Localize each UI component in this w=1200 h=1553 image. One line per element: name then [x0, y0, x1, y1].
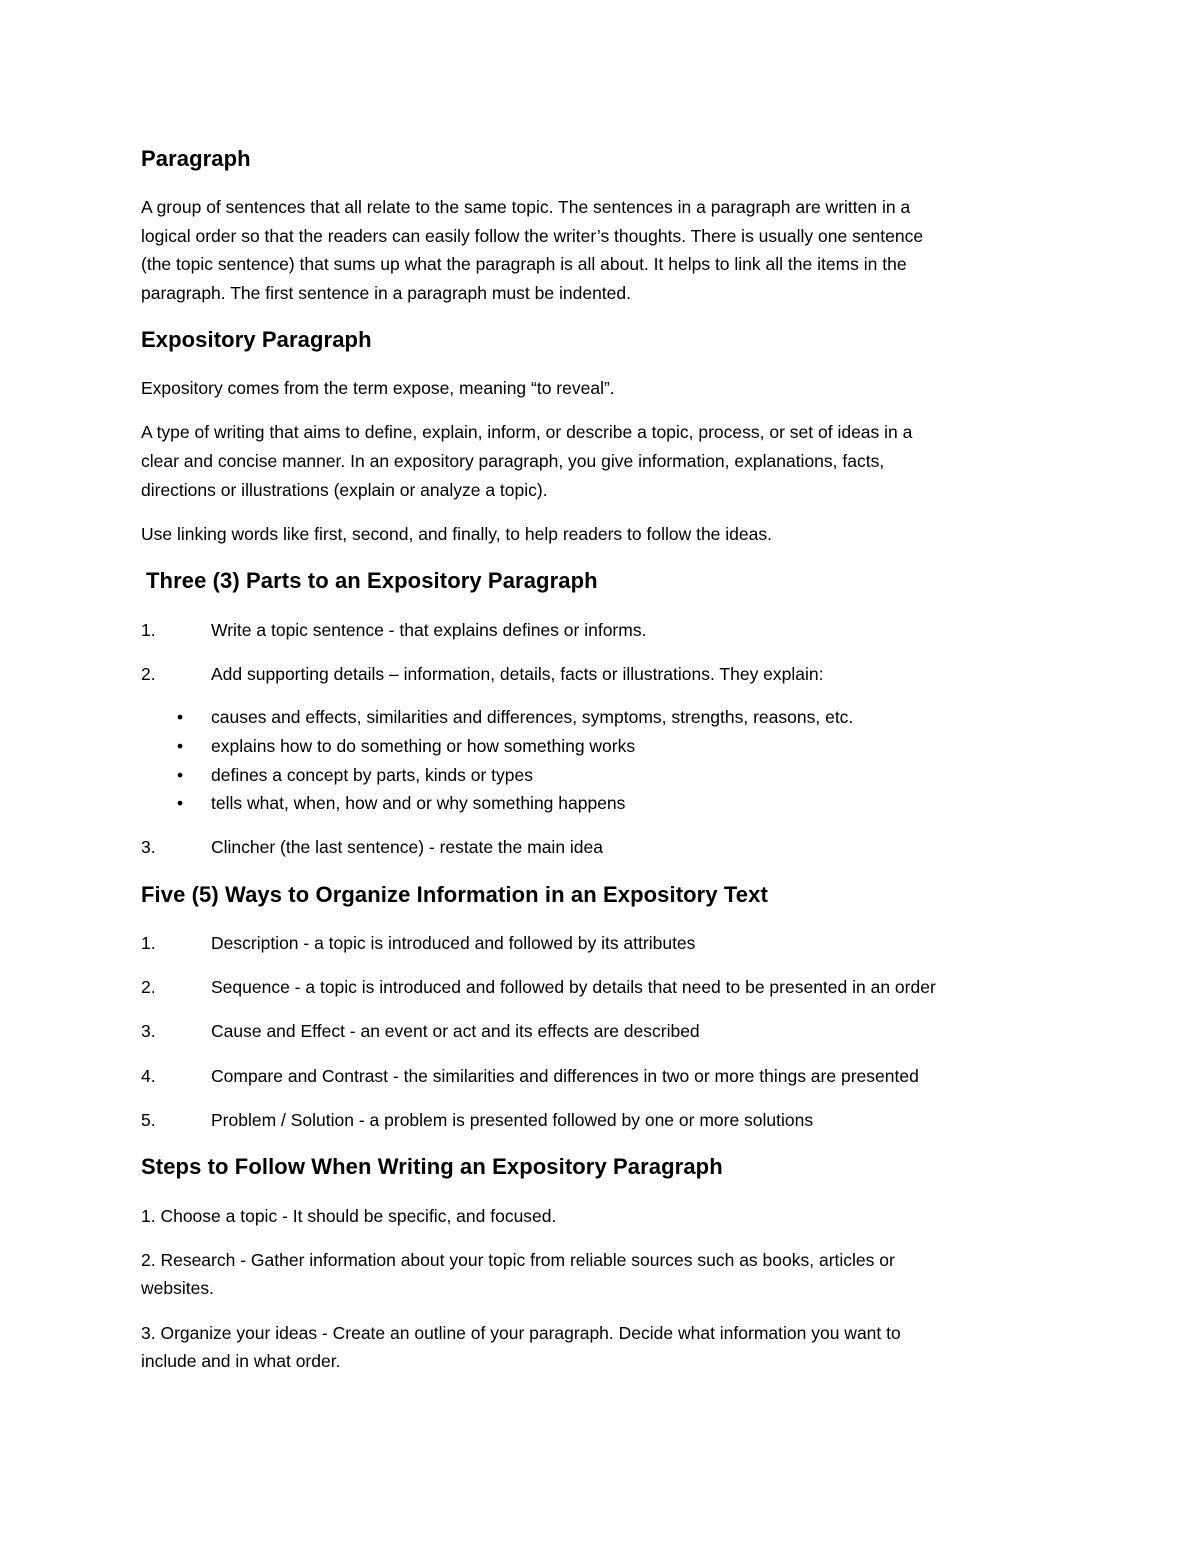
paragraph-text-line: logical order so that the readers can easily follow the writer’s thoughts. There is usually one sentence [141, 226, 924, 246]
heading-paragraph: Paragraph [141, 146, 251, 171]
list-item-text: Write a topic sentence - that explains defines or informs. [211, 620, 647, 640]
expository-text-line: clear and concise manner. In an expository paragraph, you give information, explanations, facts, [141, 451, 885, 471]
bullet-text: causes and effects, similarities and differences, symptoms, strengths, reasons, etc. [211, 707, 854, 727]
heading-steps: Steps to Follow When Writing an Expository Paragraph [141, 1154, 723, 1179]
list-number: 1. [141, 933, 156, 953]
expository-text-line: directions or illustrations (explain or analyze a topic). [141, 480, 548, 500]
step-text: include and in what order. [141, 1351, 341, 1371]
list-item-text: Cause and Effect - an event or act and its effects are described [211, 1021, 700, 1041]
heading-expository-paragraph: Expository Paragraph [141, 327, 372, 352]
list-item-text: Compare and Contrast - the similarities and differences in two or more things are presented [211, 1066, 919, 1086]
heading-three-parts: Three (3) Parts to an Expository Paragraph [146, 568, 598, 593]
expository-text-line: A type of writing that aims to define, explain, inform, or describe a topic, process, or set of ideas in a [141, 422, 913, 442]
paragraph-text-line: A group of sentences that all relate to the same topic. The sentences in a paragraph are written in a [141, 197, 911, 217]
step-text: 3. Organize your ideas - Create an outline of your paragraph. Decide what information you want to [141, 1323, 901, 1343]
paragraph-text-line: paragraph. The first sentence in a paragraph must be indented. [141, 283, 631, 303]
step-text: 1. Choose a topic - It should be specific, and focused. [141, 1206, 557, 1226]
bullet-text: defines a concept by parts, kinds or types [211, 765, 533, 785]
paragraph-text-line: (the topic sentence) that sums up what the paragraph is all about. It helps to link all the items in the [141, 254, 907, 274]
bullet-icon: • [177, 736, 184, 756]
list-item-text: Sequence - a topic is introduced and followed by details that need to be presented in an order [211, 977, 936, 997]
expository-definition: Expository comes from the term expose, meaning “to reveal”. [141, 378, 615, 398]
linking-words-text: Use linking words like first, second, and finally, to help readers to follow the ideas. [141, 524, 772, 544]
list-number: 3. [141, 837, 156, 857]
list-number: 2. [141, 977, 156, 997]
bullet-text: explains how to do something or how something works [211, 736, 636, 756]
list-item-text: Clincher (the last sentence) - restate the main idea [211, 837, 603, 857]
list-item-text: Description - a topic is introduced and followed by its attributes [211, 933, 696, 953]
list-item-text: Problem / Solution - a problem is presented followed by one or more solutions [211, 1110, 814, 1130]
step-text: websites. [141, 1278, 214, 1298]
list-number: 5. [141, 1110, 156, 1130]
bullet-icon: • [177, 793, 184, 813]
list-number: 2. [141, 664, 156, 684]
list-number: 4. [141, 1066, 156, 1086]
list-number: 1. [141, 620, 156, 640]
step-text: 2. Research - Gather information about your topic from reliable sources such as books, articles or [141, 1250, 895, 1270]
heading-five-ways: Five (5) Ways to Organize Information in an Expository Text [141, 882, 768, 907]
bullet-icon: • [177, 765, 184, 785]
bullet-text: tells what, when, how and or why something happens [211, 793, 626, 813]
list-item-text: Add supporting details – information, details, facts or illustrations. They explain: [211, 664, 824, 684]
bullet-icon: • [177, 707, 184, 727]
list-number: 3. [141, 1021, 156, 1041]
